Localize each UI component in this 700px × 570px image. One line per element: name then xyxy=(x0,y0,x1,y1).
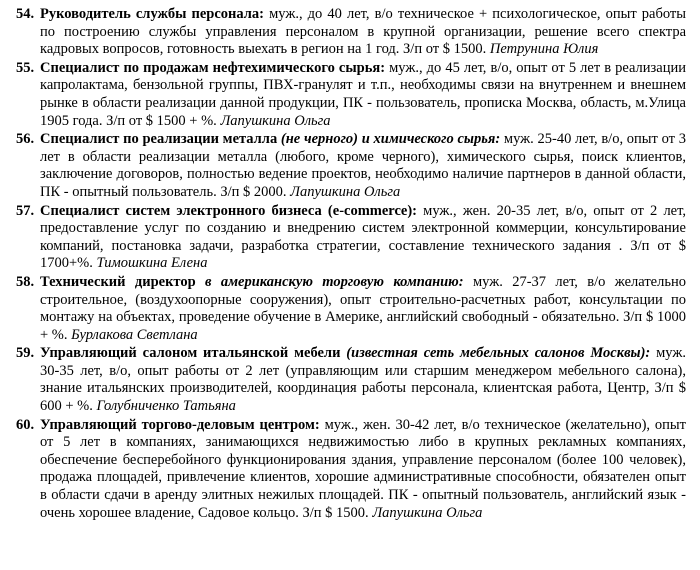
entry-description: муж. 30-35 лет, в/о, опыт работы от 2 лет (управляющим или старшим менеджером мебельного салона), знание итальянских производителей, координация работы персонала, клиентская работа, Центр, З/п $ 600 + %. xyxy=(40,345,686,415)
entry-contact-name: Петрунина Юлия xyxy=(489,41,599,58)
entry-description: муж., до 40 лет, в/о техническое + психологическое, опыт работы по построению службы управления персоналом в крупной организации, решение всего спектра кадровых вопросов, готовность выехать в регион на 1 год. З/п от $ 1500. xyxy=(40,6,686,58)
entry-body xyxy=(40,345,686,415)
entry-title-qualifier: (известная сеть мебельных салонов Москвы): xyxy=(340,345,651,362)
entry-body xyxy=(40,60,686,130)
entry-description: муж., жен. 30-42 лет, в/о техническое (желательно), опыт от 5 лет в компаниях, занимающихся недвижимостью либо в крупных рекламных компаниях, обеспечение бесперебойного функционирования здания, управление персоналом (более 100 человек), продажа площадей, привлечение клиентов, хорошие административные способности, обязателен опыт в области сдачи в аренду элитных нежилых площадей. ПК - опытный пользователь, английский язык - очень хорошее владение, Садовое кольцо. З/п $ 1500. xyxy=(40,416,686,521)
entry-number: 59. xyxy=(16,345,35,362)
entry-contact-name: Лапушкина Ольга xyxy=(372,504,483,521)
entry-body xyxy=(40,417,686,523)
list-item xyxy=(14,131,686,201)
entry-title: Специалист систем электронного бизнеса (e-commerce): xyxy=(40,202,418,219)
entry-title: Технический директор xyxy=(40,273,196,290)
entry-title: Специалист по продажам нефтехимического сырья: xyxy=(40,59,386,76)
list-item xyxy=(14,345,686,415)
list-item xyxy=(14,274,686,344)
entry-number: 54. xyxy=(16,6,35,22)
entry-body xyxy=(40,131,686,201)
entry-description: муж. 25-40 лет, в/о, опыт от 3 лет в области реализации металла (любого, кроме черного), химического сырья, поиск клиентов, заключение договоров, полностью ведение проектов, необходимо наличие партнеров в данной области, ПК - опытный пользователь. З/п $ 2000. xyxy=(40,131,686,200)
entry-description: муж., до 45 лет, в/о, опыт от 5 лет в реализации капролактама, бензольной группы, ПВХ-гранулят и т.п., необходимы связи на внутреннем и внешнем рынке в области реализации данной продукции, ПК - пользователь, прописка Москва, область, м.Улица 1905 года. З/п от $ 1500 + %. xyxy=(40,59,686,129)
list-item xyxy=(14,60,686,130)
list-item xyxy=(14,6,686,59)
entry-contact-name: Бурлакова Светлана xyxy=(71,326,198,343)
entry-number: 58. xyxy=(16,273,35,290)
entry-body xyxy=(40,203,686,273)
entry-contact-name: Тимошкина Елена xyxy=(96,255,208,272)
entry-number: 55. xyxy=(16,59,35,76)
entry-title: Руководитель службы персонала: xyxy=(40,6,264,22)
entry-title-qualifier: в американскую торговую компанию: xyxy=(195,273,464,290)
entry-contact-name: Лапушкина Ольга xyxy=(290,183,401,200)
entry-contact-name: Лапушкина Ольга xyxy=(220,112,331,129)
entry-description: муж. 27-37 лет, в/о желательно строительное, (воздухоопорные сооружения), опыт строительно-расчетных работ, консультации по монтажу на объектах, проведение обучение в Америке, английский свободный - обязательно. З/п $ 1000 + %. xyxy=(40,273,686,343)
entry-title: Управляющий торгово-деловым центром: xyxy=(40,416,320,433)
entry-contact-name: Голубниченко Татьяна xyxy=(96,398,236,415)
entry-title: Управляющий салоном итальянской мебели xyxy=(40,345,341,362)
entry-title-qualifier: (не черного) и химического сырья: xyxy=(277,131,501,148)
list-item xyxy=(14,417,686,523)
entry-body xyxy=(40,274,686,344)
entry-body xyxy=(40,6,686,59)
entry-number: 56. xyxy=(16,131,35,148)
entry-title: Специалист по реализации металла xyxy=(40,131,278,148)
entry-number: 60. xyxy=(16,416,35,433)
entry-description: муж., жен. 20-35 лет, в/о, опыт от 2 лет, предоставление услуг по созданию и внедрению систем электронной коммерции, консультирование компаний, постановка задачи, разработка стратегии, составление технического задания . З/п от $ 1700+%. xyxy=(40,202,686,272)
entry-number: 57. xyxy=(16,202,35,219)
list-item xyxy=(14,203,686,273)
